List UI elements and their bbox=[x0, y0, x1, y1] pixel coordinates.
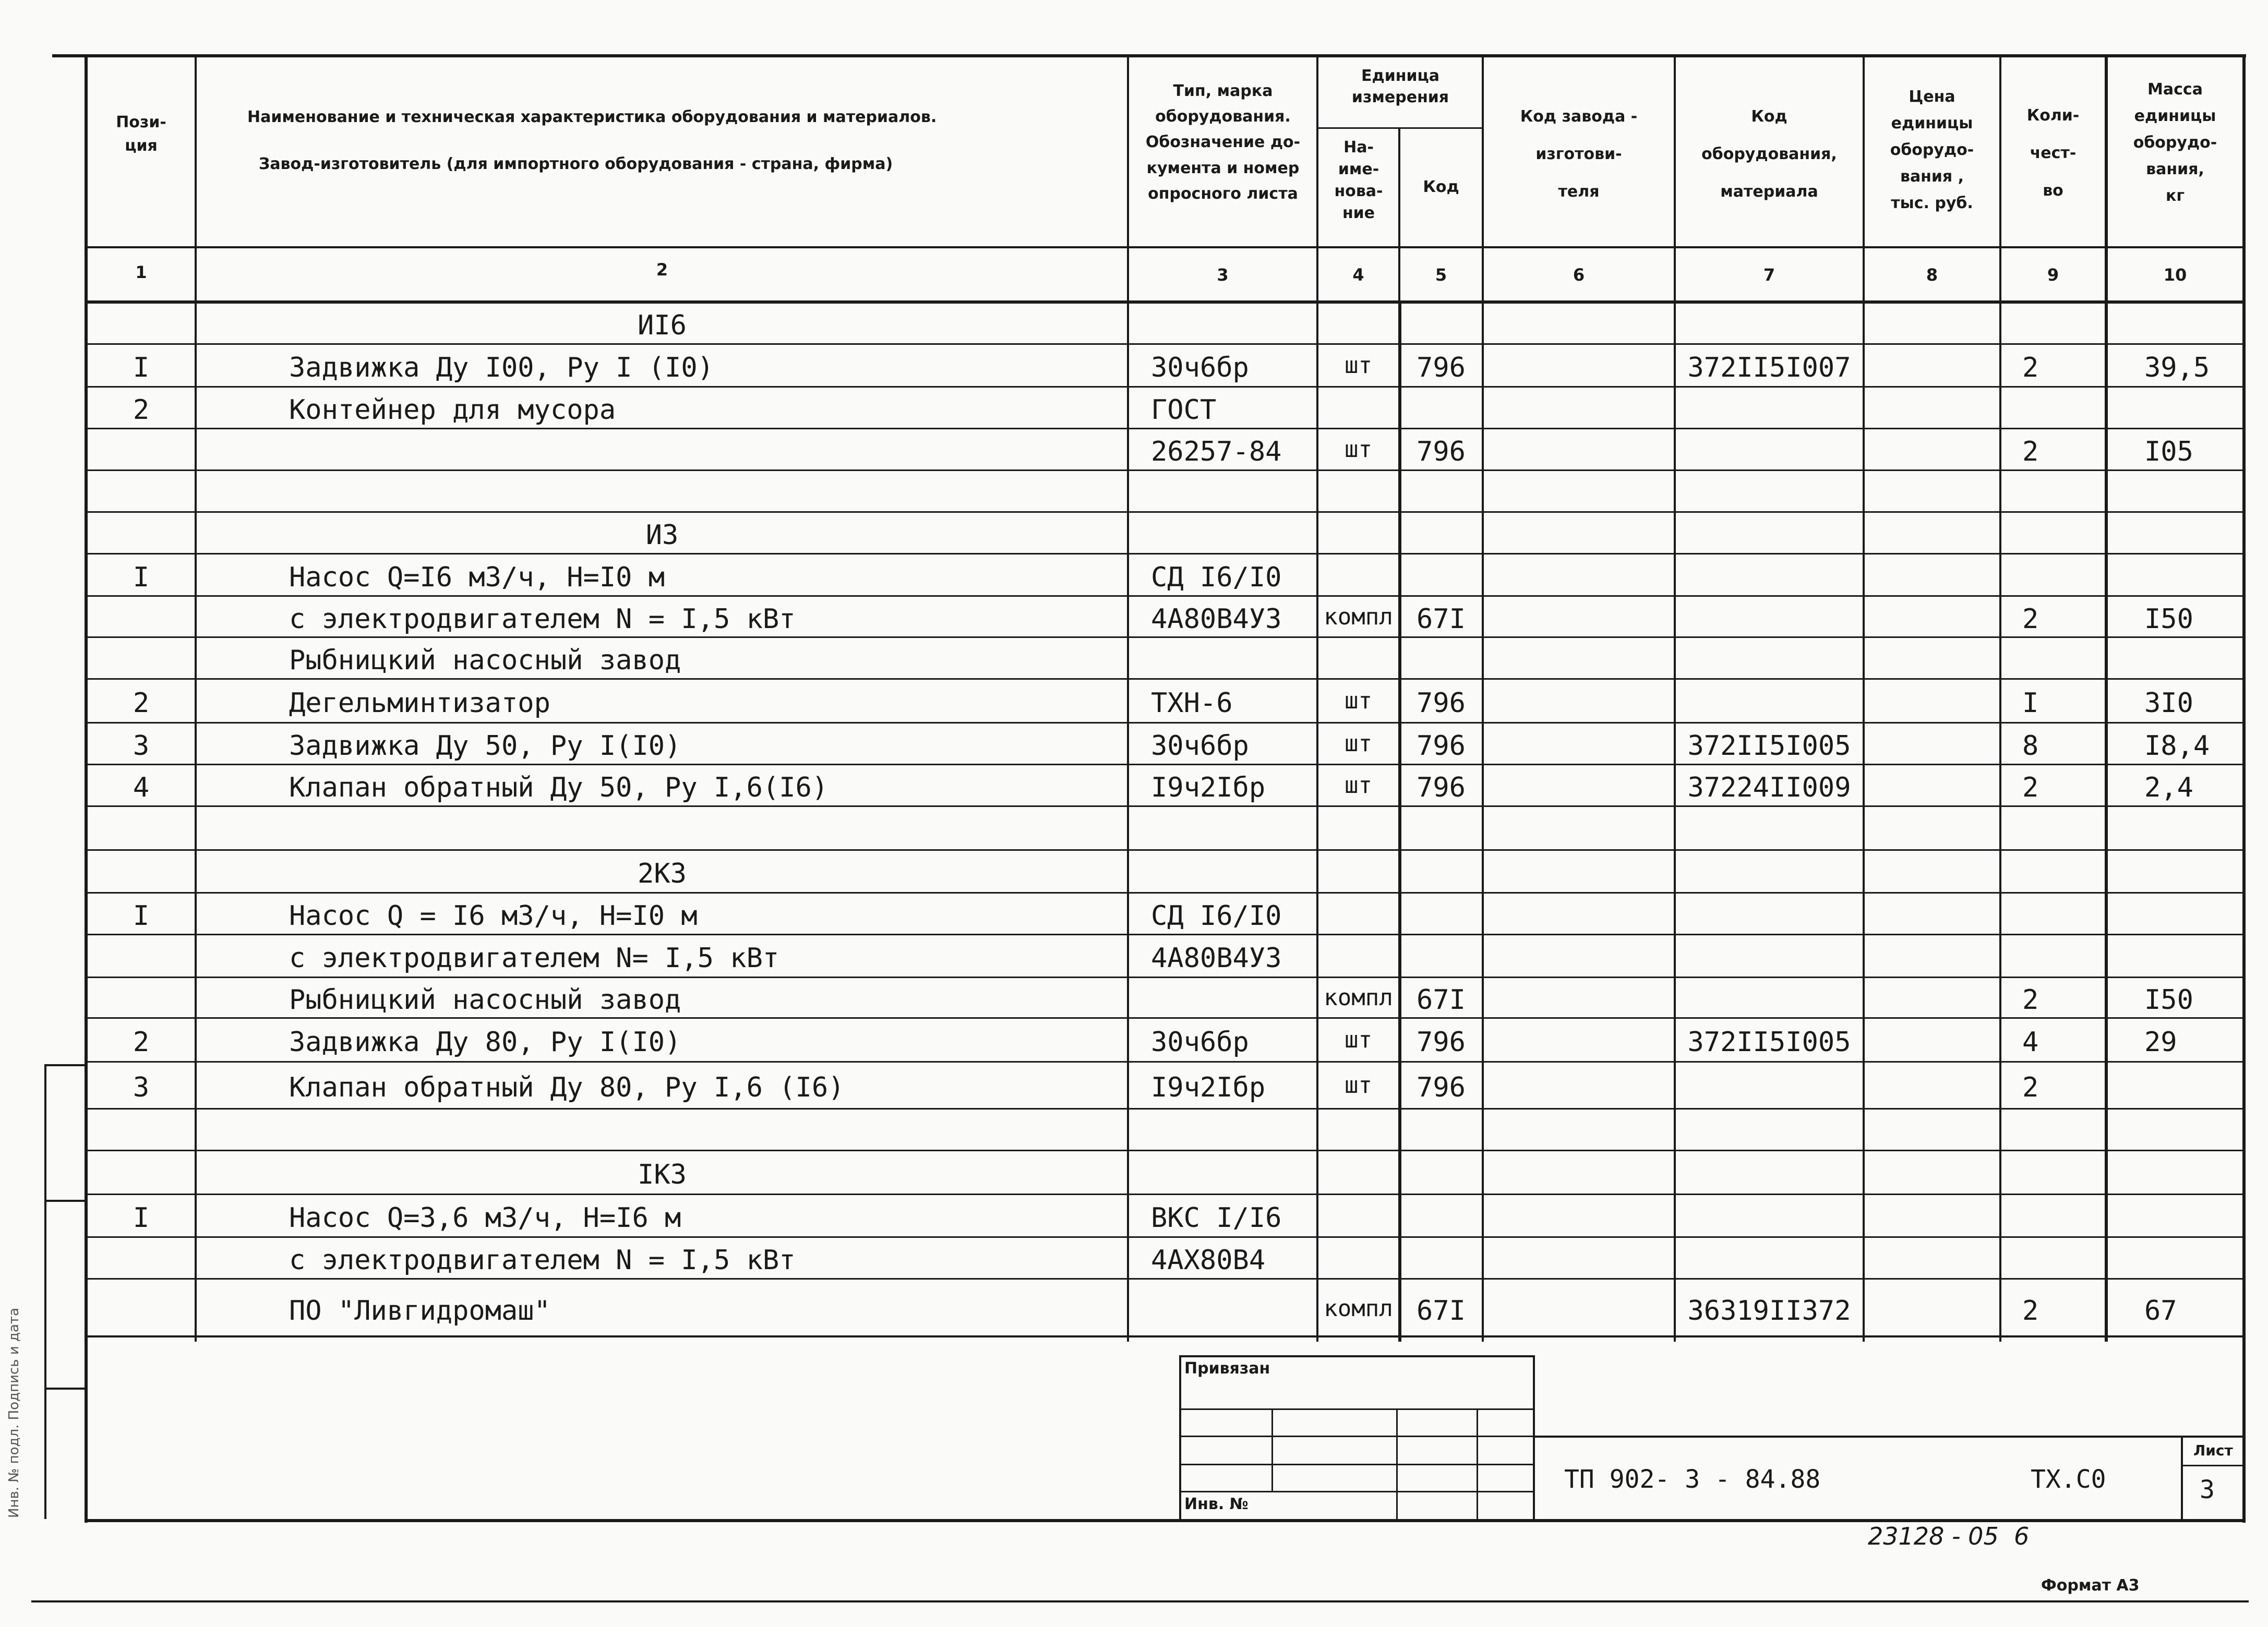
unit-code-cell: 67I bbox=[1417, 984, 1466, 1016]
position-cell: I bbox=[133, 562, 150, 593]
quantity-cell: 8 bbox=[2022, 730, 2039, 762]
quantity-cell: 4 bbox=[2022, 1027, 2039, 1058]
unit-name-cell: шт bbox=[1345, 1072, 1372, 1099]
mass-cell: I8,4 bbox=[2144, 730, 2210, 762]
section-heading: IК3 bbox=[638, 1159, 687, 1190]
row-divider bbox=[85, 764, 2246, 765]
mass-cell: I05 bbox=[2144, 436, 2193, 467]
row-divider bbox=[85, 343, 2246, 345]
mass-cell: I50 bbox=[2144, 604, 2193, 635]
position-cell: 2 bbox=[133, 394, 150, 426]
side-label: Инв. № подл. Подпись и дата bbox=[6, 1308, 22, 1518]
doc-mark: ТХ.С0 bbox=[2031, 1465, 2106, 1494]
col-line-5 bbox=[1482, 54, 1484, 1342]
col-line-8 bbox=[1999, 54, 2001, 1342]
header-type: Тип, марка оборудования. Обозначение до- кумента и номер опросного листа bbox=[1145, 82, 1301, 203]
equipment-code-cell: 372II5I005 bbox=[1687, 1027, 1851, 1058]
unit-code-cell: 796 bbox=[1417, 730, 1466, 762]
row-divider bbox=[85, 934, 2246, 935]
unit-code-cell: 67I bbox=[1417, 604, 1466, 635]
quantity-cell: 2 bbox=[2022, 352, 2039, 383]
row-divider bbox=[85, 722, 2246, 724]
stamp-col-1 bbox=[1271, 1408, 1273, 1492]
unit-code-cell: 796 bbox=[1417, 772, 1466, 803]
header-unit-code: Код bbox=[1423, 178, 1459, 196]
unit-name-cell: шт bbox=[1345, 688, 1372, 714]
type-cell: 30ч6бр bbox=[1151, 1027, 1249, 1058]
unit-name-cell: шт bbox=[1345, 730, 1372, 757]
position-cell: 3 bbox=[133, 1072, 150, 1103]
name-cell: Контейнер для мусора bbox=[289, 394, 616, 426]
position-cell: 3 bbox=[133, 730, 150, 762]
section-heading: 2К3 bbox=[638, 858, 687, 889]
position-cell: 2 bbox=[133, 688, 150, 719]
col-line-1 bbox=[195, 54, 197, 1342]
header-equipment-code: Код оборудования, материала bbox=[1701, 107, 1837, 201]
col-line-9 bbox=[2105, 54, 2108, 1342]
section-heading: ИI6 bbox=[638, 310, 687, 341]
colnum-bottom-line bbox=[85, 300, 2246, 304]
quantity-cell: 2 bbox=[2022, 984, 2039, 1016]
binding-strip-top bbox=[44, 1064, 86, 1066]
equipment-code-cell: 372II5I005 bbox=[1687, 730, 1851, 762]
row-divider bbox=[85, 386, 2246, 388]
type-cell: 4А80В4У3 bbox=[1151, 604, 1282, 635]
mass-cell: I50 bbox=[2144, 984, 2193, 1016]
colnum-1: 1 bbox=[135, 262, 147, 282]
unit-name-cell: компл bbox=[1324, 604, 1393, 630]
name-cell: Рыбницкий насосный завод bbox=[289, 645, 681, 676]
quantity-cell: 2 bbox=[2022, 436, 2039, 467]
name-cell: Рыбницкий насосный завод bbox=[289, 984, 681, 1016]
mass-cell: 39,5 bbox=[2144, 352, 2210, 383]
type-cell: 4А80В4У3 bbox=[1151, 943, 1282, 974]
row-divider bbox=[85, 849, 2246, 851]
doc-code: ТП 902- 3 - 84.88 bbox=[1564, 1465, 1821, 1494]
row-divider bbox=[85, 1061, 2246, 1063]
mass-cell: 29 bbox=[2144, 1027, 2177, 1058]
handwritten-number: 23128 - 05 6 bbox=[1868, 1522, 2030, 1550]
titleblock-top bbox=[1534, 1436, 2246, 1438]
quantity-cell: 2 bbox=[2022, 1295, 2039, 1327]
row-divider bbox=[85, 1194, 2246, 1195]
position-cell: I bbox=[133, 1202, 150, 1234]
unit-code-cell: 796 bbox=[1417, 1027, 1466, 1058]
row-divider bbox=[85, 1278, 2246, 1280]
stamp-row-2 bbox=[1179, 1436, 1534, 1437]
equipment-code-cell: 372II5I007 bbox=[1687, 352, 1851, 383]
sheet-label: Лист bbox=[2193, 1442, 2233, 1459]
header-name-line1: Наименование и техническая характеристика оборудования и материалов. bbox=[247, 108, 937, 126]
row-divider bbox=[85, 428, 2246, 429]
stamp-row-3 bbox=[1179, 1464, 1534, 1465]
quantity-cell: I bbox=[2022, 688, 2039, 719]
name-cell: Клапан обратный Ду 50, Ру I,6(I6) bbox=[289, 772, 829, 803]
quantity-cell: 2 bbox=[2022, 1072, 2039, 1103]
type-cell: ГОСТ bbox=[1151, 394, 1217, 426]
type-cell: 4АХ80В4 bbox=[1151, 1245, 1266, 1276]
stamp-row-4 bbox=[1179, 1491, 1534, 1492]
row-divider bbox=[85, 678, 2246, 680]
binding-strip-line bbox=[44, 1064, 46, 1519]
type-cell: I9ч2Iбр bbox=[1151, 772, 1266, 803]
mass-cell: 3I0 bbox=[2144, 688, 2193, 719]
position-cell: I bbox=[133, 900, 150, 932]
frame-top bbox=[52, 54, 2246, 57]
header-quantity: Коли- чест- во bbox=[2026, 106, 2080, 200]
colnum-9: 9 bbox=[2047, 265, 2059, 285]
unit-code-cell: 796 bbox=[1417, 688, 1466, 719]
type-cell: 30ч6бр bbox=[1151, 730, 1249, 762]
unit-code-cell: 796 bbox=[1417, 352, 1466, 383]
colnum-10: 10 bbox=[2163, 265, 2187, 285]
name-cell: Задвижка Ду 80, Ру I(I0) bbox=[289, 1027, 681, 1058]
position-cell: I bbox=[133, 352, 150, 383]
quantity-cell: 2 bbox=[2022, 604, 2039, 635]
unit-name-cell: шт bbox=[1345, 772, 1372, 799]
name-cell: Насос Q = I6 м3/ч, Н=I0 м bbox=[289, 900, 698, 932]
row-divider bbox=[85, 511, 2246, 513]
name-cell: с электродвигателем N = I,5 кВт bbox=[289, 1245, 796, 1276]
page-bottom-line bbox=[31, 1600, 2249, 1602]
name-cell: Задвижка Ду I00, Ру I (I0) bbox=[289, 352, 714, 383]
colnum-5: 5 bbox=[1435, 265, 1447, 285]
type-cell: 30ч6бр bbox=[1151, 352, 1249, 383]
unit-name-cell: компл bbox=[1324, 984, 1393, 1011]
header-unit-name: На- име- нова- ние bbox=[1334, 138, 1383, 222]
colnum-7: 7 bbox=[1763, 265, 1775, 285]
row-divider bbox=[85, 1017, 2246, 1019]
position-cell: 2 bbox=[133, 1027, 150, 1058]
unit-code-cell: 796 bbox=[1417, 436, 1466, 467]
name-cell: Насос Q=I6 м3/ч, Н=I0 м bbox=[289, 562, 665, 593]
unit-name-cell: шт bbox=[1345, 436, 1372, 463]
colnum-2: 2 bbox=[656, 260, 668, 280]
type-cell: СД I6/I0 bbox=[1151, 562, 1282, 593]
row-divider bbox=[85, 469, 2246, 471]
bound-label: Привязан bbox=[1184, 1359, 1270, 1378]
row-divider bbox=[85, 892, 2246, 894]
stamp-col-2 bbox=[1396, 1408, 1398, 1520]
unit-code-cell: 796 bbox=[1417, 1072, 1466, 1103]
stamp-left bbox=[1179, 1355, 1181, 1520]
unit-name-cell: компл bbox=[1324, 1295, 1393, 1322]
row-divider bbox=[85, 805, 2246, 807]
stamp-top bbox=[1179, 1355, 1534, 1357]
header-mass: Масса единицы оборудо- вания, кг bbox=[2133, 80, 2217, 205]
col-line-6 bbox=[1674, 54, 1676, 1342]
stamp-col-3 bbox=[1477, 1408, 1478, 1520]
col-line-7 bbox=[1863, 54, 1865, 1342]
binding-strip-mid bbox=[44, 1200, 86, 1202]
sheet-number: 3 bbox=[2200, 1475, 2215, 1504]
name-cell: Дегельминтизатор bbox=[289, 688, 550, 719]
name-cell: ПО "Ливгидромаш" bbox=[289, 1295, 550, 1327]
stamp-right bbox=[1533, 1355, 1535, 1520]
table-bottom-line bbox=[85, 1335, 2246, 1337]
sheet-box-mid bbox=[2181, 1465, 2246, 1466]
type-cell: I9ч2Iбр bbox=[1151, 1072, 1266, 1103]
equipment-code-cell: 37224II009 bbox=[1687, 772, 1851, 803]
header-unit-group: Единица измерения bbox=[1351, 67, 1449, 106]
unit-name-cell: шт bbox=[1345, 352, 1372, 379]
row-divider bbox=[85, 1236, 2246, 1238]
colnum-6: 6 bbox=[1573, 265, 1585, 285]
header-plant-code: Код завода - изготови- теля bbox=[1520, 107, 1638, 201]
col-line-2 bbox=[1127, 54, 1129, 1342]
section-heading: ИЗ bbox=[645, 520, 679, 551]
stamp-row-1 bbox=[1179, 1408, 1534, 1410]
name-cell: Задвижка Ду 50, Ру I(I0) bbox=[289, 730, 681, 762]
frame-right bbox=[2242, 54, 2246, 1523]
mass-cell: 67 bbox=[2144, 1295, 2177, 1327]
row-divider bbox=[85, 595, 2246, 597]
row-divider bbox=[85, 636, 2246, 638]
header-price: Цена единицы оборудо- вания , тыс. руб. bbox=[1890, 88, 1974, 212]
type-cell: СД I6/I0 bbox=[1151, 900, 1282, 932]
row-divider bbox=[85, 1150, 2246, 1151]
position-cell: 4 bbox=[133, 772, 150, 803]
name-cell: Клапан обратный Ду 80, Ру I,6 (I6) bbox=[289, 1072, 845, 1103]
colnum-4: 4 bbox=[1352, 265, 1364, 285]
name-cell: с электродвигателем N = I,5 кВт bbox=[289, 604, 796, 635]
sheet-box-left bbox=[2181, 1436, 2183, 1520]
type-cell: 26257-84 bbox=[1151, 436, 1282, 467]
type-cell: ВКС I/I6 bbox=[1151, 1202, 1282, 1234]
mass-cell: 2,4 bbox=[2144, 772, 2193, 803]
inv-label: Инв. № bbox=[1184, 1495, 1249, 1513]
equipment-code-cell: 36319II372 bbox=[1687, 1295, 1851, 1327]
colnum-8: 8 bbox=[1926, 265, 1938, 285]
row-divider bbox=[85, 1108, 2246, 1110]
quantity-cell: 2 bbox=[2022, 772, 2039, 803]
unit-code-cell: 67I bbox=[1417, 1295, 1466, 1327]
row-divider bbox=[85, 553, 2246, 555]
colnum-3: 3 bbox=[1217, 265, 1229, 285]
binding-strip-mid2 bbox=[44, 1388, 86, 1390]
unit-name-cell: шт bbox=[1345, 1027, 1372, 1053]
header-name-line2: Завод-изготовитель (для импортного оборудования - страна, фирма) bbox=[259, 155, 893, 173]
format-label: Формат А3 bbox=[2041, 1576, 2140, 1595]
row-divider bbox=[85, 977, 2246, 978]
type-cell: ТХН-6 bbox=[1151, 688, 1233, 719]
name-cell: Насос Q=3,6 м3/ч, Н=I6 м bbox=[289, 1202, 681, 1234]
name-cell: с электродвигателем N= I,5 кВт bbox=[289, 943, 779, 974]
header-bottom-line bbox=[85, 246, 2246, 248]
header-position: Пози- ция bbox=[116, 113, 166, 155]
